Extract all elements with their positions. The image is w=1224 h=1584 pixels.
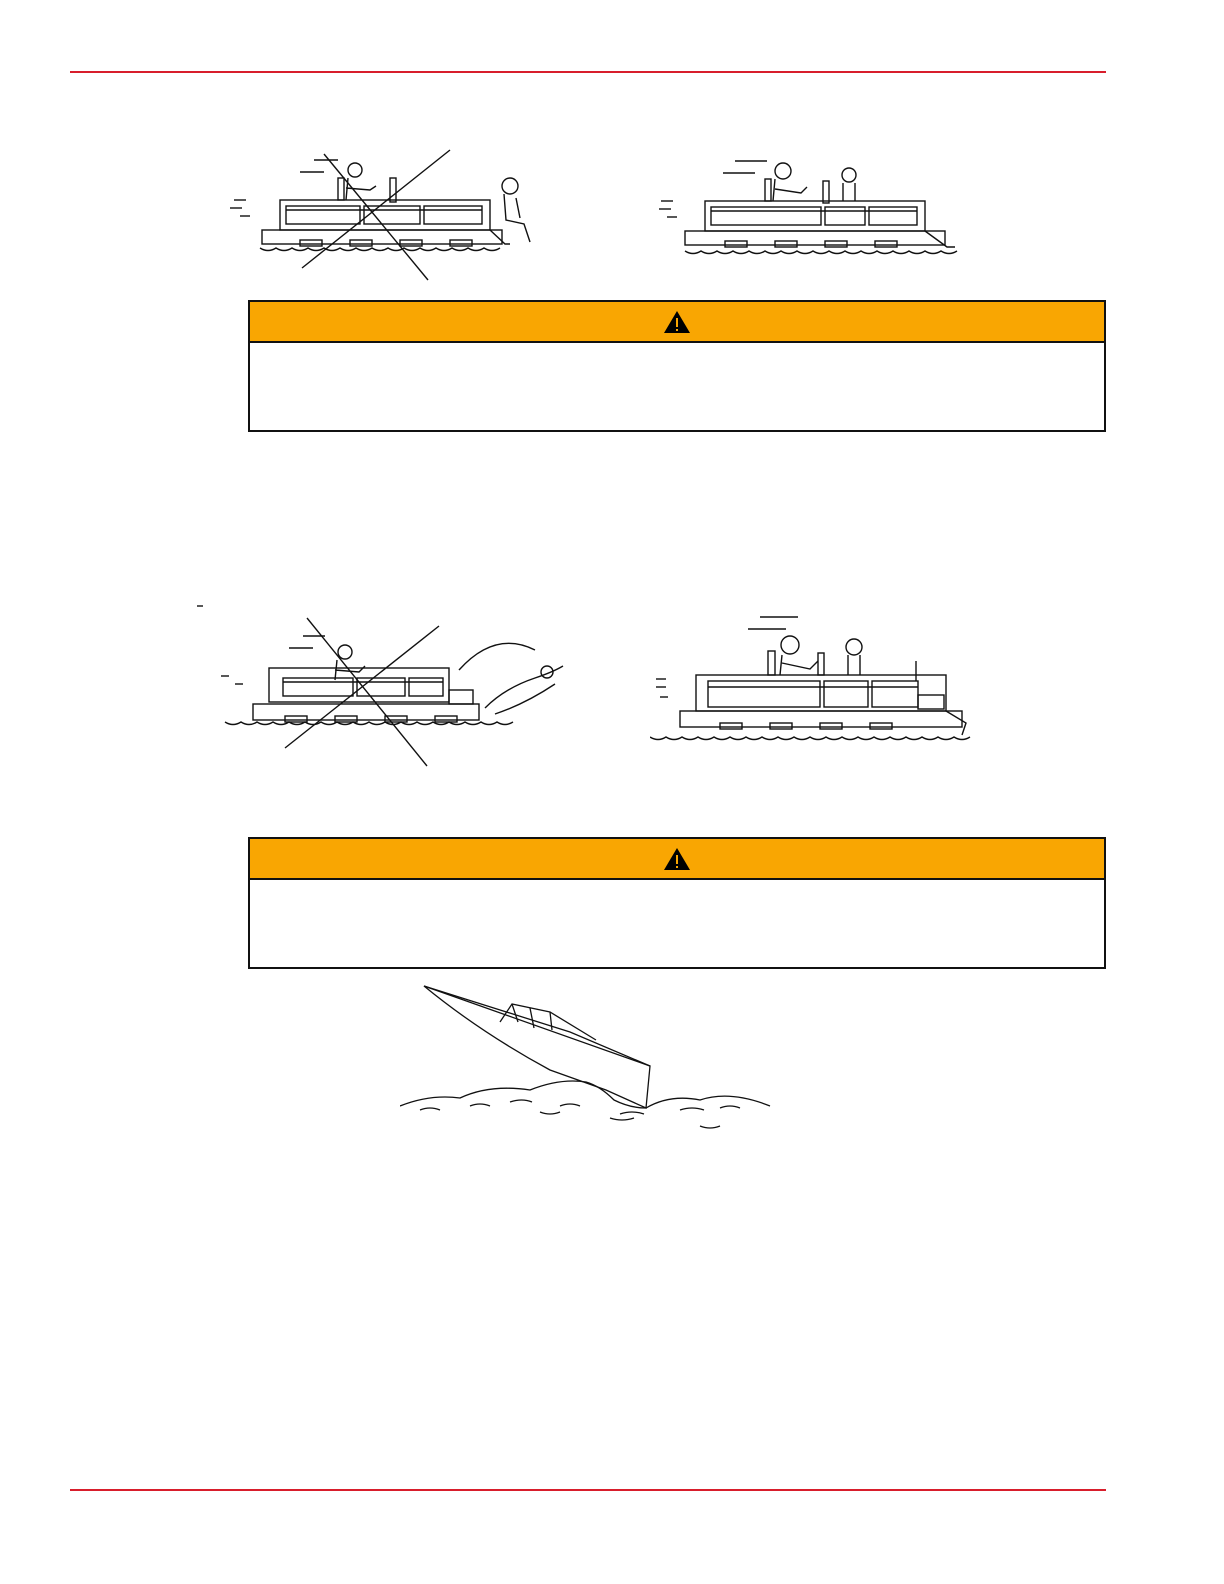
warning-triangle-icon — [663, 847, 691, 871]
pontoon-incorrect-figure-1 — [220, 148, 560, 283]
speedboat-wave-jumping-figure — [400, 982, 780, 1134]
warning-header — [250, 302, 1104, 343]
footer-rule — [70, 1489, 1106, 1491]
warning-box-2 — [248, 837, 1106, 969]
pontoon-correct-figure-1 — [655, 155, 975, 265]
warning-text — [250, 880, 1104, 896]
pontoon-incorrect-figure-2 — [195, 600, 590, 770]
warning-triangle-icon — [663, 310, 691, 334]
warning-text — [250, 343, 1104, 359]
warning-header — [250, 839, 1104, 880]
warning-box-1 — [248, 300, 1106, 432]
pontoon-correct-figure-2 — [650, 605, 990, 745]
header-rule — [70, 71, 1106, 73]
